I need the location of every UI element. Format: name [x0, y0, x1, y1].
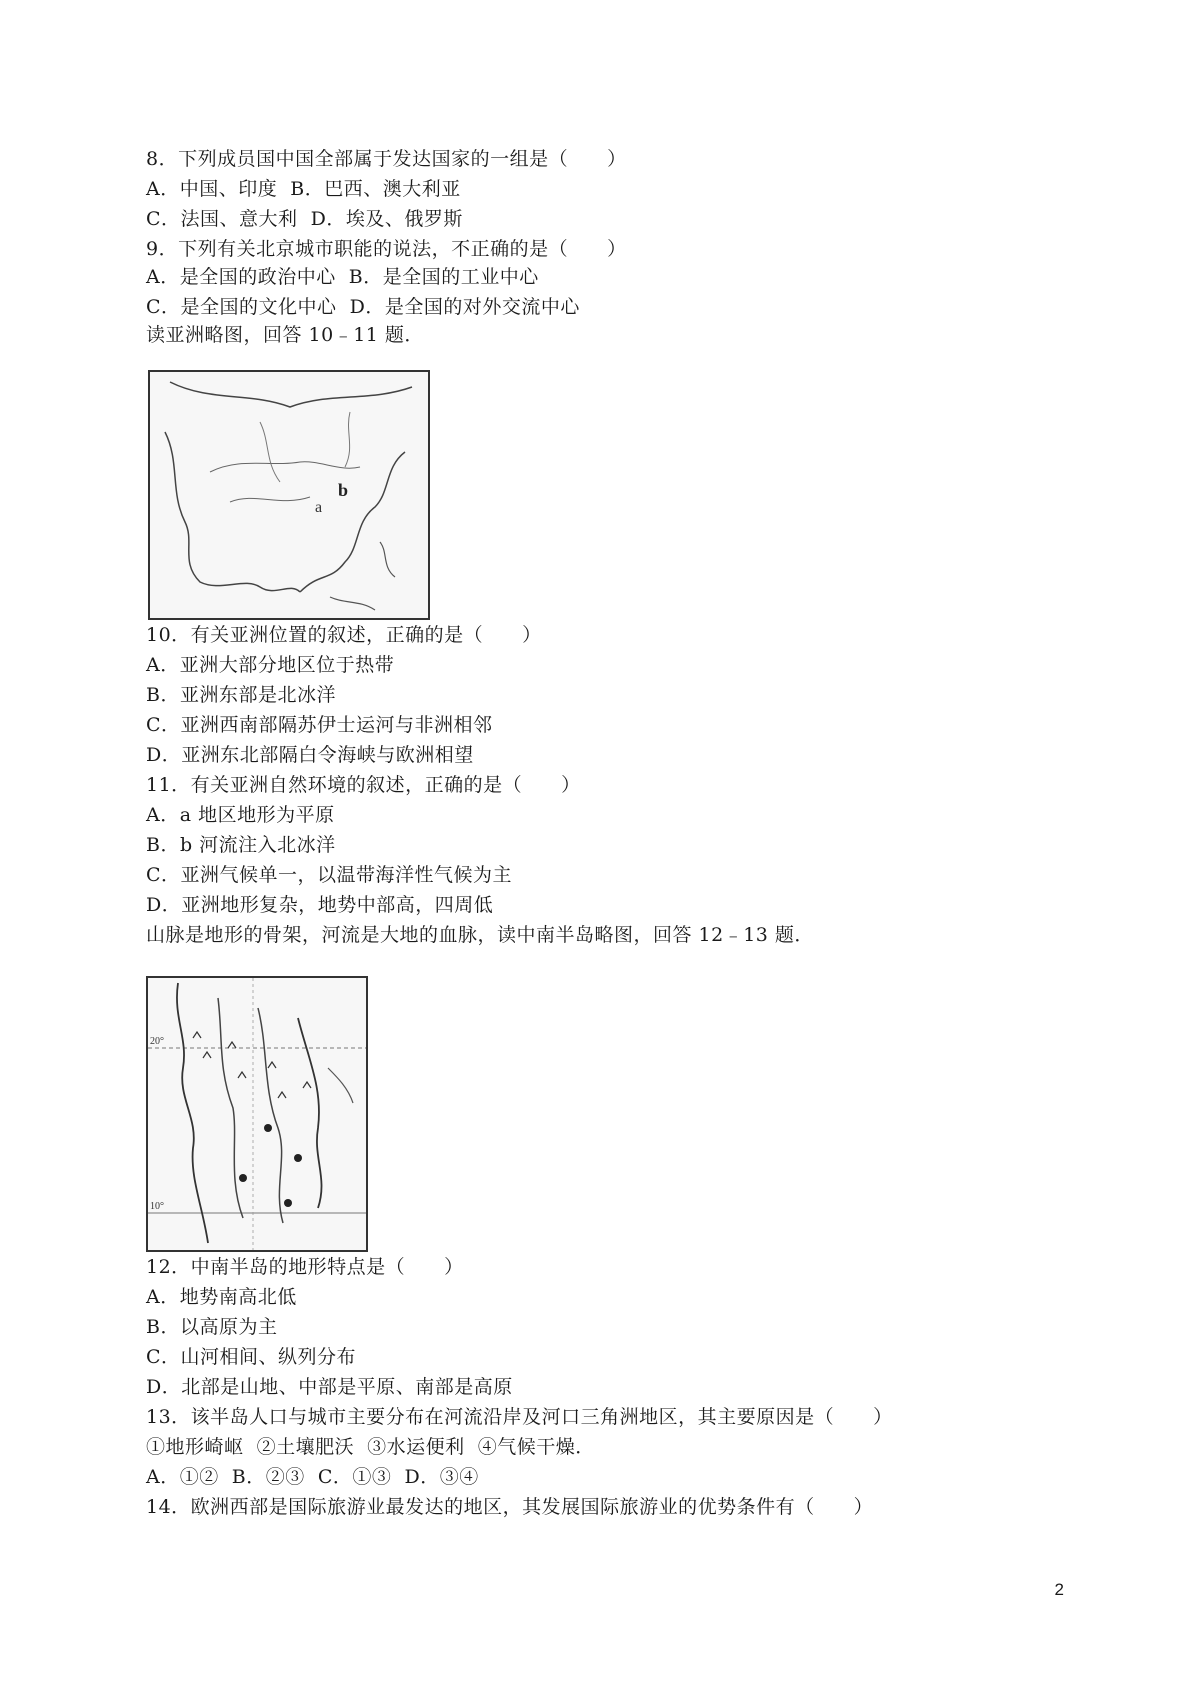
- question-10-option-c: C．亚洲西南部隔苏伊士运河与非洲相邻: [146, 714, 493, 736]
- intro-10-11: 读亚洲略图，回答 10﹣11 题．: [146, 324, 424, 346]
- indochina-map-sketch: [148, 978, 366, 1250]
- question-13: 13．该半岛人口与城市主要分布在河流沿岸及河口三角洲地区，其主要原因是（ ）: [146, 1406, 893, 1428]
- question-8: 8．下列成员国中国全部属于发达国家的一组是（ ）: [146, 148, 627, 170]
- question-12: 12．中南半岛的地形特点是（ ）: [146, 1256, 464, 1278]
- question-14: 14．欧洲西部是国际旅游业最发达的地区，其发展国际旅游业的优势条件有（ ）: [146, 1496, 874, 1518]
- question-11-option-a: A．a 地区地形为平原: [146, 804, 335, 826]
- indochina-map-lat-10: 10°: [150, 1201, 164, 1212]
- question-12-option-a: A．地势南高北低: [146, 1286, 297, 1308]
- question-10-option-b: B．亚洲东部是北冰洋: [146, 684, 336, 706]
- page-number: 2: [1054, 1580, 1064, 1599]
- question-11-option-c: C．亚洲气候单一，以温带海洋性气候为主: [146, 864, 513, 886]
- indochina-map: [146, 976, 368, 1252]
- question-10-option-a: A．亚洲大部分地区位于热带: [146, 654, 395, 676]
- question-11-option-d: D．亚洲地形复杂，地势中部高，四周低: [146, 894, 494, 916]
- asia-map-sketch: [150, 372, 428, 618]
- intro-12-13: 山脉是地形的骨架，河流是大地的血脉，读中南半岛略图，回答 12﹣13 题．: [146, 924, 814, 946]
- asia-map-label-b: b: [338, 480, 349, 500]
- question-13-options: A．①② B．②③ C．①③ D．③④: [146, 1466, 479, 1488]
- question-8-options-ab: A．中国、印度 B．巴西、澳大利亚: [146, 178, 461, 200]
- question-11: 11．有关亚洲自然环境的叙述，正确的是（ ）: [146, 774, 581, 796]
- question-9: 9．下列有关北京城市职能的说法，不正确的是（ ）: [146, 238, 627, 260]
- question-12-option-d: D．北部是山地、中部是平原、南部是高原: [146, 1376, 513, 1398]
- question-8-options-cd: C．法国、意大利 D．埃及、俄罗斯: [146, 208, 463, 230]
- question-10-option-d: D．亚洲东北部隔白令海峡与欧洲相望: [146, 744, 474, 766]
- question-12-option-b: B．以高原为主: [146, 1316, 278, 1338]
- question-9-options-ab: A．是全国的政治中心 B．是全国的工业中心: [146, 266, 539, 288]
- asia-map: [148, 370, 430, 620]
- asia-map-label-a: a: [315, 499, 323, 516]
- indochina-map-lat-20: 20°: [150, 1036, 164, 1047]
- question-10: 10．有关亚洲位置的叙述，正确的是（ ）: [146, 624, 542, 646]
- question-11-option-b: B．b 河流注入北冰洋: [146, 834, 336, 856]
- question-12-option-c: C．山河相间、纵列分布: [146, 1346, 357, 1368]
- question-13-statements: ①地形崎岖 ②土壤肥沃 ③水运便利 ④气候干燥．: [146, 1436, 595, 1458]
- question-9-options-cd: C．是全国的文化中心 D．是全国的对外交流中心: [146, 296, 580, 318]
